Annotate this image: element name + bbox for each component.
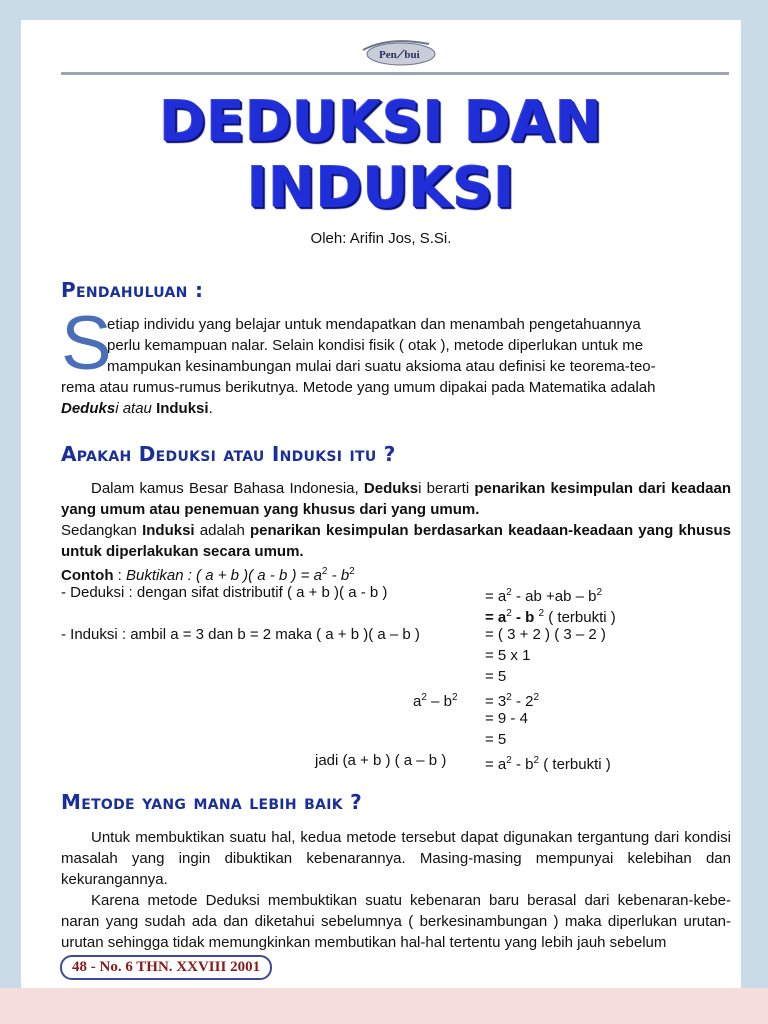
math-text: - 2 xyxy=(511,693,534,710)
intro-deduks: Deduks xyxy=(61,400,116,417)
sup: 2 xyxy=(533,692,540,703)
math-text: ( terbukti ) xyxy=(539,756,611,773)
math-text: - ab +ab – b xyxy=(511,588,597,605)
sup: 2 xyxy=(506,587,512,598)
page-title xyxy=(21,90,741,222)
pena-logo xyxy=(359,34,439,70)
what-p2-c: adalah xyxy=(194,522,250,539)
footer-issue: 48 - No. 6 THN. XXVIII 2001 xyxy=(60,955,272,980)
sup: 2 xyxy=(538,608,545,619)
intro-line-4: rema atau rumus-rumus berikutnya. Metode yang umum dipakai pada Matematika adalah xyxy=(61,379,656,396)
intro-line-1: etiap individu yang belajar untuk mendapatkan dan menambah pengetahuannya xyxy=(107,316,641,333)
title-line-1: DEDUKSI DAN xyxy=(159,90,603,155)
title-line-2: INDUKSI xyxy=(247,156,515,221)
heading-pendahuluan: Pendahuluan : xyxy=(61,278,204,302)
math-text: - b xyxy=(511,609,539,626)
what-p1-c: i berarti xyxy=(418,480,475,497)
induksi-right-2: = 5 x 1 xyxy=(485,647,531,664)
drop-cap: S xyxy=(61,301,112,386)
deduksi-left: - Deduksi : dengan sifat distributif ( a + b )( a - b ) xyxy=(61,584,388,601)
intro-i-atau: i atau xyxy=(115,400,157,417)
what-p1-b: Deduks xyxy=(363,480,419,497)
induksi-right-6: = 5 xyxy=(485,731,507,748)
intro-line-3: mampukan kesinambungan mulai dari suatu aksioma atau definisi ke teorema-teo- xyxy=(107,358,656,375)
what-p1-a: Dalam kamus Besar Bahasa Indonesia, xyxy=(91,480,364,497)
sup: 2 xyxy=(321,566,328,577)
math-text: = a xyxy=(485,756,507,773)
what-p1-e: keadaan yang umum atau penemuan yang khusus dari yang umum. xyxy=(61,480,731,518)
induksi-right-1: = ( 3 + 2 ) ( 3 – 2 ) xyxy=(485,626,606,643)
math-text: = 3 xyxy=(485,693,507,710)
contoh-colon: : xyxy=(113,567,126,584)
what-p2-a: Sedangkan xyxy=(61,522,143,539)
sup: 2 xyxy=(533,755,540,766)
sup: 2 xyxy=(506,755,512,766)
heading-metode: Metode yang mana lebih baik ? xyxy=(61,790,363,814)
jadi-right xyxy=(485,750,611,775)
what-p1-d: penarikan kesimpulan dari xyxy=(474,480,666,497)
induksi-left: - Induksi : ambil a = 3 dan b = 2 maka ( a + b )( a – b ) xyxy=(61,626,420,643)
math-text: - b xyxy=(511,756,534,773)
logo-text: Pen⟋bui xyxy=(379,49,420,61)
intro-induksi: Induksi xyxy=(156,400,209,417)
method-paragraph-1: Untuk membuktikan suatu hal, kedua metode tersebut dapat digunakan tergantung dari kondisi masalah yang ingin dibuktikan kebenarannya. Masing-masing mempunyai kelebihan dan kekurangannya. xyxy=(61,829,731,888)
sup: 2 xyxy=(596,587,603,598)
math-text: = a xyxy=(485,588,507,605)
contoh-text: Buktikan : ( a + b )( a - b ) = a xyxy=(126,567,322,584)
sup: 2 xyxy=(349,566,355,577)
author-byline: Oleh: Arifin Jos, S.Si. xyxy=(310,230,452,247)
sup: 2 xyxy=(506,608,512,619)
math-text: = a xyxy=(485,609,507,626)
intro-dot: . xyxy=(208,400,213,417)
sup: 2 xyxy=(506,692,512,703)
intro-line-2: perlu kemampuan nalar. Selain kondisi fisik ( otak ), metode diperlukan untuk me xyxy=(107,337,644,354)
induksi-left-2 xyxy=(413,687,458,712)
math-text: ( terbukti ) xyxy=(544,609,616,626)
induksi-right-3: = 5 xyxy=(485,668,507,685)
math-text: – b xyxy=(426,693,452,710)
what-p2-b: Induksi xyxy=(142,522,195,539)
contoh-label: Contoh xyxy=(61,567,114,584)
what-p2-e: khusus untuk diperlakukan secara umum. xyxy=(61,522,731,560)
heading-apakah: Apakah Deduksi atau Induksi itu ? xyxy=(61,442,396,466)
top-rule xyxy=(61,72,729,75)
contoh-line: Contoh : Buktikan : ( a + b )( a - b ) = $a^2 - b^2$ xyxy=(61,566,355,584)
sup: 2 xyxy=(421,692,427,703)
what-p2-d: penarikan kesimpulan berdasarkan keadaan-keadaan yang xyxy=(249,522,674,539)
jadi-left: jadi (a + b ) ( a – b ) xyxy=(315,752,447,769)
what-paragraph-2 xyxy=(61,520,731,562)
footer-band xyxy=(0,988,768,1024)
page xyxy=(21,20,741,1020)
method-paragraph-2: Karena metode Deduksi membuktikan suatu kebenaran baru berasal dari kebenaran-kebe-naran yang sudah ada dan diketahui sebelumnya ( berkesinambungan ) maka diperlukan urutan-urutan sehingga tidak memungkinkan membutikan hal-hal tertentu yang lebih jauh sebelum xyxy=(61,892,731,951)
what-paragraph-1 xyxy=(61,478,731,520)
math-text: a xyxy=(413,693,422,710)
sup: 2 xyxy=(451,692,458,703)
induksi-right-5: = 9 - 4 xyxy=(485,710,528,727)
intro-line-5 xyxy=(61,398,731,419)
